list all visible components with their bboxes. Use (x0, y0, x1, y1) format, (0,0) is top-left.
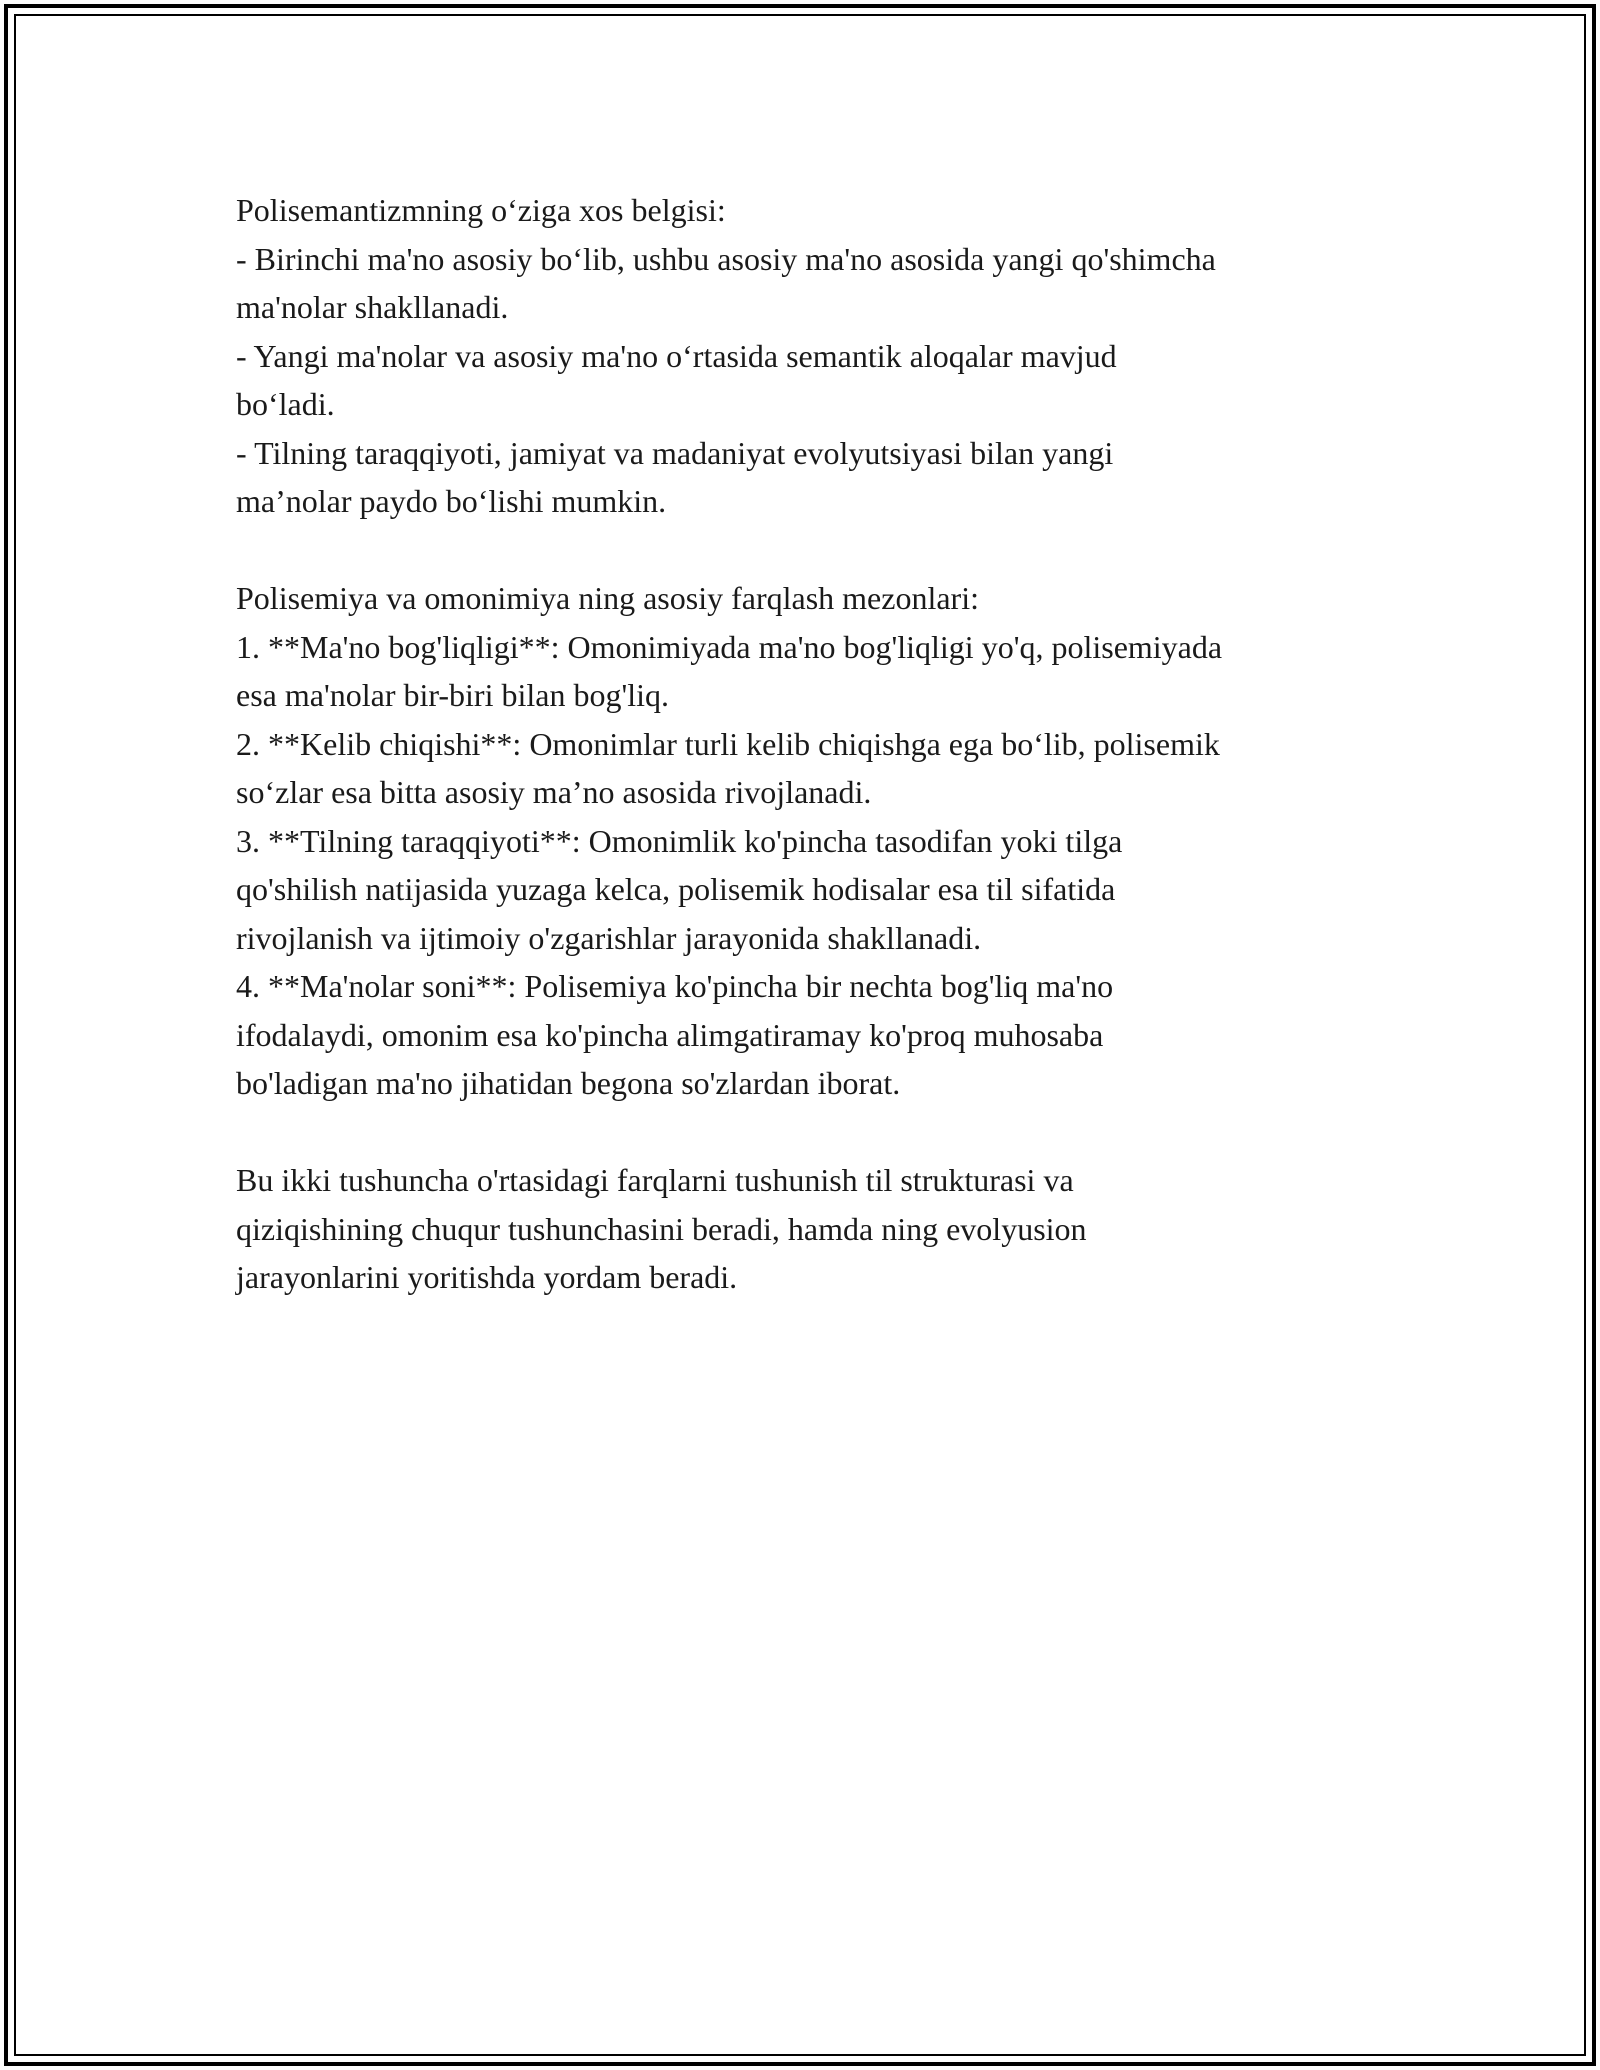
text-line: jarayonlarini yoritishda yordam beradi. (236, 1259, 738, 1295)
text-line: 4. **Ma'nolar soni**: Polisemiya ko'pincha bir nechta bog'liq ma'no (236, 968, 1114, 1004)
text-line: ma'nolar shakllanadi. (236, 289, 509, 325)
section-heading: Polisemantizmning o‘ziga xos belgisi: (236, 192, 726, 228)
paragraph-gap (236, 1108, 1376, 1157)
text-line: 3. **Tilning taraqqiyoti**: Omonimlik ko'pincha tasodifan yoki tilga (236, 822, 1123, 859)
text-line: - Birinchi ma'no asosiy bo‘lib, ushbu asosiy ma'no asosida yangi qo'shimcha (236, 240, 1216, 277)
document-body (236, 186, 1376, 1302)
section-polysemantism-features (236, 186, 1376, 526)
text-line: bo'ladigan ma'no jihatidan begona so'zlardan iborat. (236, 1065, 901, 1101)
text-line: - Yangi ma'nolar va asosiy ma'no o‘rtasida semantik aloqalar mavjud (236, 337, 1117, 374)
text-line: qo'shilish natijasida yuzaga kelca, polisemik hodisalar esa til sifatida (236, 871, 1116, 907)
text-line: ifodalaydi, omonim esa ko'pincha alimgatiramay ko'proq muhosaba (236, 1016, 1104, 1053)
paragraph-gap (236, 526, 1376, 575)
text-line: rivojlanish va ijtimoiy o'zgarishlar jarayonida shakllanadi. (236, 919, 982, 956)
text-line: ma’nolar paydo bo‘lishi mumkin. (236, 483, 667, 519)
text-line: bo‘ladi. (236, 386, 335, 422)
text-line: - Tilning taraqqiyoti, jamiyat va madaniyat evolyutsiyasi bilan yangi (236, 434, 1114, 471)
text-line: 2. **Kelib chiqishi**: Omonimlar turli kelib chiqishga ega bo‘lib, polisemik (236, 725, 1220, 762)
section-criteria (236, 574, 1376, 1108)
text-line: so‘zlar esa bitta asosiy ma’no asosida rivojlanadi. (236, 774, 872, 810)
text-line: Bu ikki tushuncha o'rtasidagi farqlarni tushunish til strukturasi va (236, 1162, 1074, 1198)
section-heading: Polisemiya va omonimiya ning asosiy farqlash mezonlari: (236, 580, 979, 616)
text-line: qiziqishining chuqur tushunchasini beradi, hamda ning evolyusion (236, 1210, 1087, 1247)
section-conclusion (236, 1156, 1376, 1302)
text-line: esa ma'nolar bir-biri bilan bog'liq. (236, 677, 669, 713)
text-line: 1. **Ma'no bog'liqligi**: Omonimiyada ma'no bog'liqligi yo'q, polisemiyada (236, 628, 1223, 665)
